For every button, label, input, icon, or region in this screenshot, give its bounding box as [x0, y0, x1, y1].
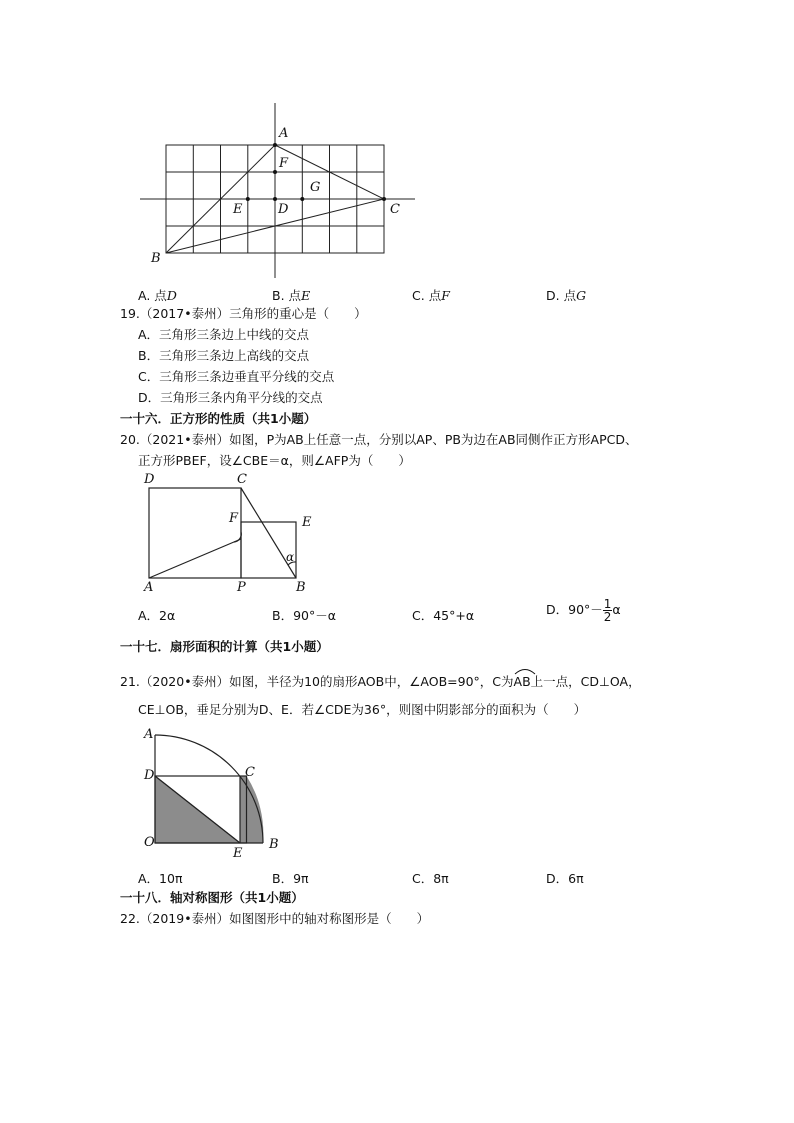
option-d-suffix: α: [612, 602, 621, 617]
option-prefix: 点: [428, 288, 442, 303]
option-prefix: 点: [288, 288, 302, 303]
q18-option-d[interactable]: [546, 286, 586, 304]
q19-option-c[interactable]: C．三角形三条边垂直平分线的交点: [138, 369, 335, 384]
arc-ab-text: AB: [513, 674, 531, 689]
fraction-numerator: 1: [603, 597, 612, 611]
q18-label-D: D: [278, 202, 289, 217]
q18-label-C: C: [390, 202, 400, 217]
q19-option-d[interactable]: D．三角形三条内角平分线的交点: [138, 390, 323, 405]
q21-option-b[interactable]: B．9π: [272, 871, 309, 886]
point-A: [273, 143, 277, 147]
q20-label-P: P: [237, 580, 246, 595]
q21-stem-pre: 21.（2020•泰州）如图，半径为10的扇形AOB中，∠AOB=90°，C为: [120, 674, 514, 689]
q20-label-alpha: α: [286, 550, 295, 564]
q18-label-F: F: [279, 156, 289, 171]
option-letter: C.: [412, 288, 425, 303]
section-heading-18: 一十八．轴对称图形（共1小题）: [120, 890, 304, 905]
option-letter: A.: [138, 288, 151, 303]
q18-label-A: A: [279, 126, 289, 141]
q18-option-c[interactable]: [412, 286, 450, 304]
q20-label-B: B: [296, 580, 306, 595]
point-D: [273, 197, 277, 201]
option-var: D: [166, 288, 177, 303]
option-prefix: 点: [563, 288, 577, 303]
q19-option-b[interactable]: B．三角形三条边上高线的交点: [138, 348, 310, 363]
q20-squares-figure: [140, 470, 320, 590]
q21-label-O: O: [144, 835, 155, 850]
q18-option-b[interactable]: [272, 286, 310, 304]
q21-stem-line1: [120, 673, 641, 691]
q20-stem-line2: 正方形PBEF，设∠CBE＝α，则∠AFP为（ ）: [138, 453, 411, 468]
fraction: [603, 598, 613, 623]
fraction-denominator: 2: [603, 610, 612, 624]
option-prefix: 点: [154, 288, 167, 303]
q20-option-d[interactable]: [546, 598, 621, 623]
q21-option-a[interactable]: A．10π: [138, 871, 183, 886]
point-E: [246, 197, 250, 201]
arc-ab-notation: [514, 673, 531, 691]
q21-option-d[interactable]: D．6π: [546, 871, 584, 886]
q21-sector-figure: [140, 728, 290, 858]
q18-option-a[interactable]: [138, 286, 177, 304]
q21-stem-post: 上一点，CD⊥OA，: [530, 674, 641, 689]
option-letter: D.: [546, 288, 560, 303]
option-var: F: [441, 288, 450, 303]
option-var: G: [576, 288, 587, 303]
q19-stem: 19.（2017•泰州）三角形的重心是（ ）: [120, 306, 367, 321]
q21-option-c[interactable]: C．8π: [412, 871, 449, 886]
q20-label-E: E: [302, 515, 312, 530]
option-d-prefix: D．90°－: [546, 602, 603, 617]
option-var: E: [301, 288, 311, 303]
q20-label-D: D: [144, 472, 155, 487]
q21-label-E: E: [233, 846, 243, 861]
q20-option-c[interactable]: C．45°+α: [412, 608, 475, 623]
section-heading-16: 一十六．正方形的性质（共1小题）: [120, 411, 317, 426]
q18-label-G: G: [310, 180, 321, 195]
point-F: [273, 170, 277, 174]
q21-label-C: C: [245, 765, 255, 780]
point-G: [300, 197, 304, 201]
q18-label-B: B: [151, 251, 161, 266]
section-heading-17: 一十七．扇形面积的计算（共1小题）: [120, 639, 329, 654]
q20-label-F: F: [229, 511, 239, 526]
q22-stem: 22.（2019•泰州）如图图形中的轴对称图形是（ ）: [120, 911, 430, 926]
q21-label-D: D: [144, 768, 155, 783]
q20-stem-line1: 20.（2021•泰州）如图，P为AB上任意一点，分别以AP、PB为边在AB同侧作正方形APCD、: [120, 432, 638, 447]
point-C: [382, 197, 386, 201]
q21-stem-line2: CE⊥OB，垂足分别为D、E．若∠CDE为36°，则图中阴影部分的面积为（ ）: [138, 702, 587, 717]
q20-option-b[interactable]: B．90°－α: [272, 608, 336, 623]
q21-label-A: A: [144, 727, 154, 742]
q20-label-C: C: [237, 472, 247, 487]
q20-option-a[interactable]: A．2α: [138, 608, 176, 623]
option-letter: B.: [272, 288, 285, 303]
q18-label-E: E: [233, 202, 243, 217]
q21-label-B: B: [269, 837, 279, 852]
q20-label-A: A: [144, 580, 154, 595]
q19-option-a[interactable]: A．三角形三条边上中线的交点: [138, 327, 310, 342]
